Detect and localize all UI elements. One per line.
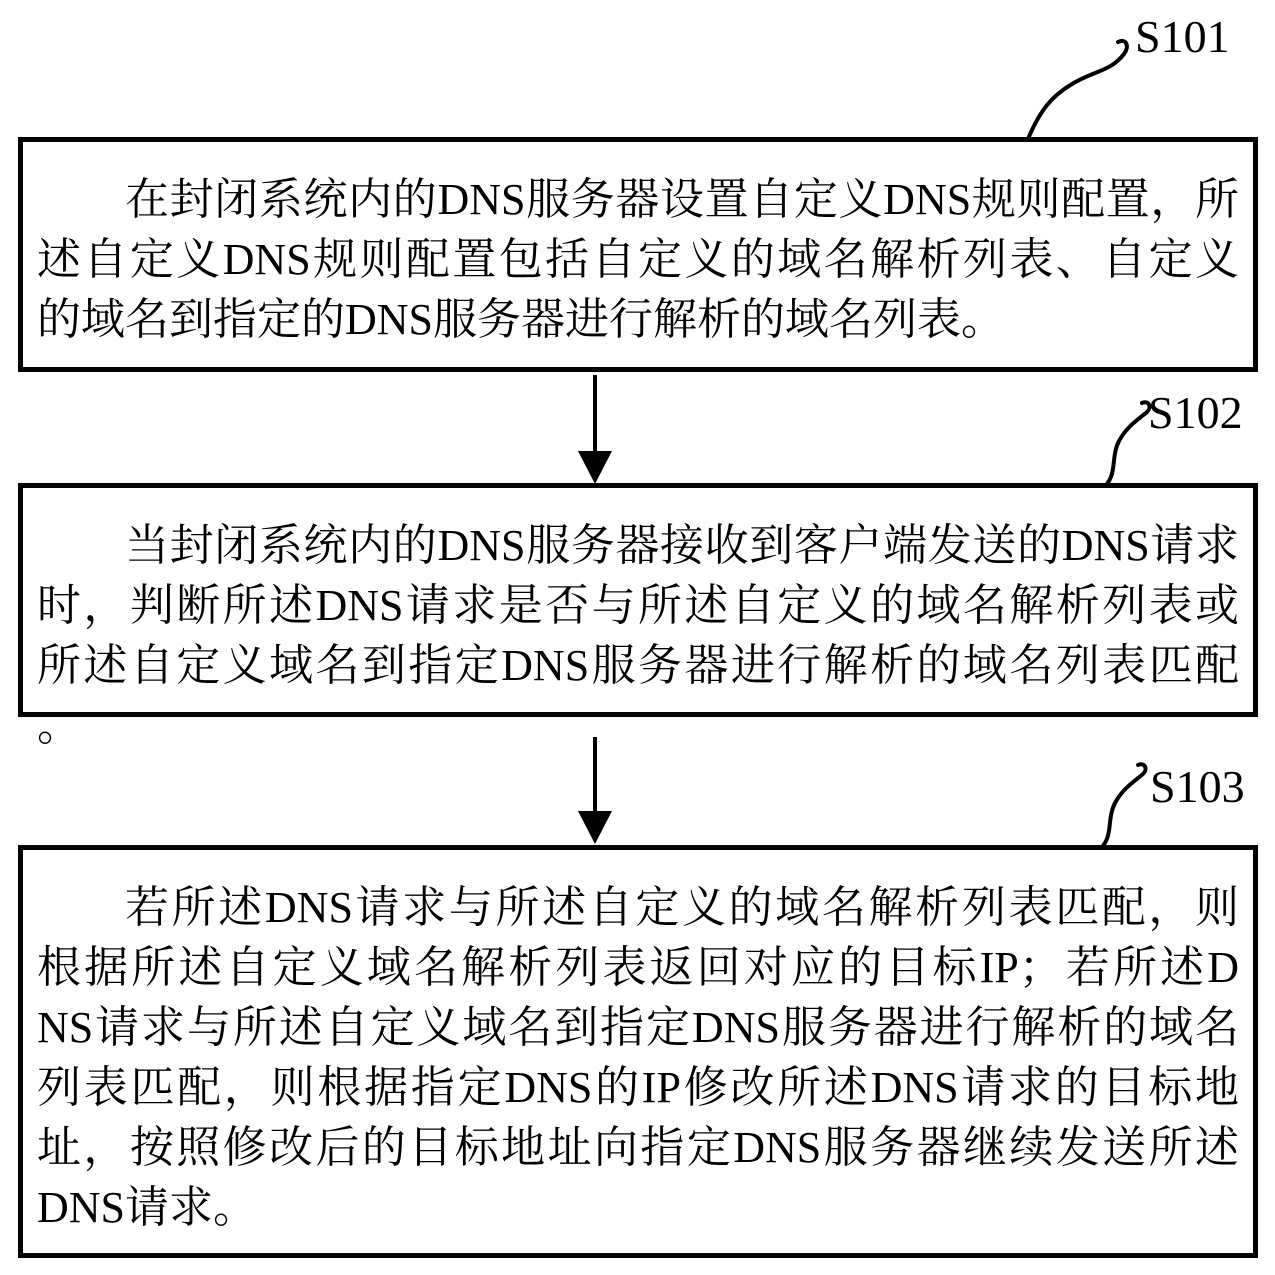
text-line: 的域名到指定的DNS服务器进行解析的域名列表。 [37,295,1006,344]
text-line: DNS请求。 [37,1183,258,1232]
step-label-s103: S103 [1150,761,1245,812]
step-box-s101 [18,137,1258,372]
text-line: 若所述DNS请求与所述自定义的域名解析列表匹配，则 [125,883,1239,932]
leader-line-s103-icon [1102,764,1145,847]
text-line: 根据所述自定义域名解析列表返回对应的目标IP；若所述D [37,943,1239,992]
flow-arrow-2-head-icon [578,811,612,844]
leader-line-s101-icon [1028,41,1127,139]
text-line: 时，判断所述DNS请求是否与所述自定义的域名解析列表或 [37,581,1239,630]
step-text-s102 [37,516,1239,756]
step-box-s103 [18,845,1258,1258]
text-line: NS请求与所述自定义域名到指定DNS服务器进行解析的域名 [37,1003,1239,1052]
text-line: 述自定义DNS规则配置包括自定义的域名解析列表、自定义 [37,235,1239,284]
text-line: 当封闭系统内的DNS服务器接收到客户端发送的DNS请求 [125,521,1239,570]
text-line: 在封闭系统内的DNS服务器设置自定义DNS规则配置，所 [125,175,1239,224]
step-label-s101: S101 [1135,11,1230,62]
text-line: 列表匹配，则根据指定DNS的IP修改所述DNS请求的目标地 [37,1063,1239,1112]
step-text-s101 [37,170,1239,350]
step-box-s102 [18,483,1258,750]
text-line: 所述自定义域名到指定DNS服务器进行解析的域名列表匹配 [37,641,1239,690]
step-text-s103 [37,878,1239,1238]
text-line: 址，按照修改后的目标地址向指定DNS服务器继续发送所述 [37,1123,1239,1172]
leader-line-s102-icon [1106,402,1149,485]
flow-arrow-1-head-icon [578,451,612,484]
text-line: 。 [37,701,81,750]
step-label-s102: S102 [1148,387,1243,438]
